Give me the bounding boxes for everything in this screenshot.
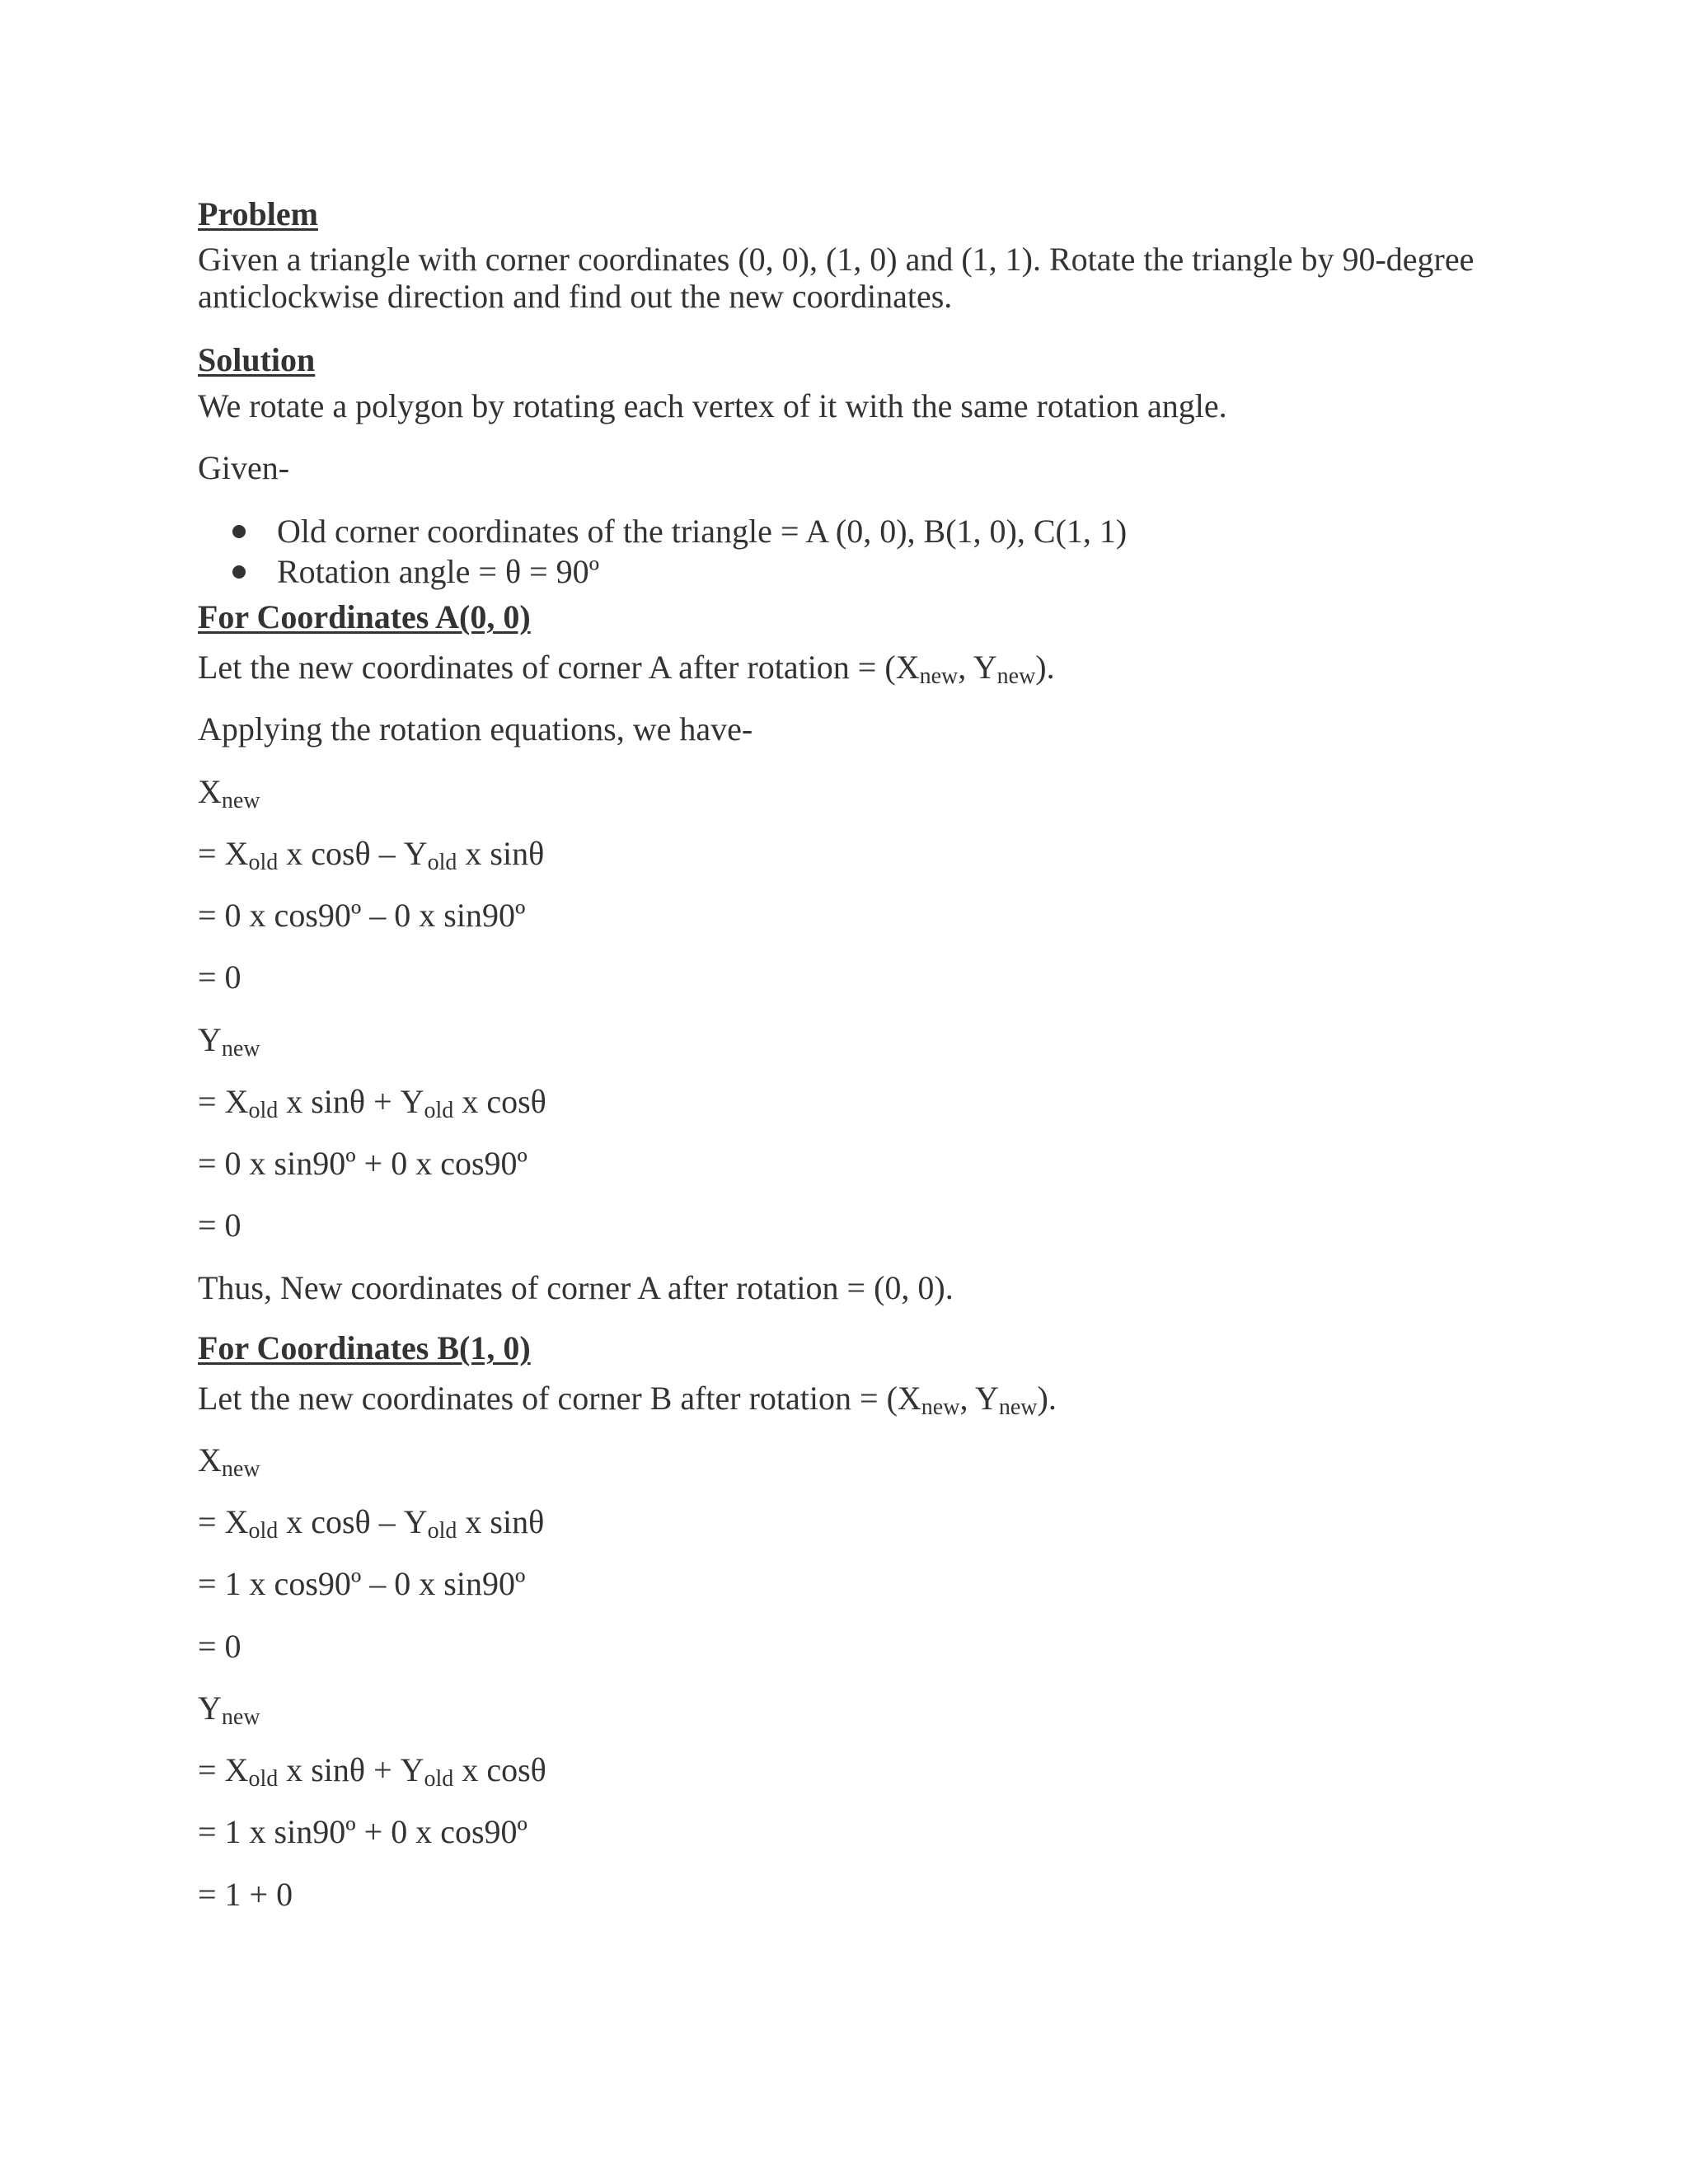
section-b-y-formula: = $X_{old}$ x $\sin\theta + Y_{old}$ x cosθ — [198, 1751, 546, 1792]
solution-intro: We rotate a polygon by rotating each vertex of it with the same rotation angle. — [198, 387, 1227, 424]
section-a-x-result: = 0 — [198, 958, 241, 996]
section-a-heading: For Coordinates A(0, 0) — [198, 598, 531, 635]
given-label: Given- — [198, 449, 290, 486]
problem-text-line-2: anticlockwise direction and find out the new coordinates. — [198, 278, 953, 315]
section-a-x-formula: = $X_{old}$ x cosθ – $Y_{old}$ x sinθ — [198, 835, 545, 875]
bullet-dot-1 — [232, 525, 246, 538]
bullet-dot-2 — [232, 565, 246, 579]
section-a-y-result: = 0 — [198, 1207, 241, 1244]
section-b-x-substitution: = 1 x cos90º – 0 x sin90º — [198, 1565, 526, 1602]
section-b-x-new-label: $X_{new}$ — [198, 1441, 260, 1482]
section-a-y-new-label: $Y_{new}$ — [198, 1021, 260, 1062]
given-bullet-1: Old corner coordinates of the triangle = A (0, 0), B(1, 0), C(1, 1) — [277, 513, 1128, 550]
problem-text-line-1: Given a triangle with corner coordinates (0, 0), (1, 0) and (1, 1). Rotate the triangle by 90-degree — [198, 241, 1475, 278]
section-b-y-new-label: $Y_{new}$ — [198, 1690, 260, 1730]
section-b-x-result: = 0 — [198, 1628, 241, 1665]
section-a-y-substitution: = 0 x sin90º + 0 x cos90º — [198, 1145, 528, 1182]
section-b-let-line: Let the new coordinates of corner B after rotation = ($X_{new}$, $Y_{new}$). — [198, 1380, 1057, 1420]
section-a-x-new-label: $X_{new}$ — [198, 773, 260, 813]
solution-heading: Solution — [198, 341, 316, 378]
section-a-applying: Applying the rotation equations, we have- — [198, 710, 753, 748]
section-b-heading: For Coordinates B(1, 0) — [198, 1329, 531, 1366]
problem-heading: Problem — [198, 195, 318, 232]
section-a-conclusion: Thus, New coordinates of corner A after rotation = (0, 0). — [198, 1269, 954, 1306]
section-b-y-substitution: = 1 x sin90º + 0 x cos90º — [198, 1813, 528, 1850]
section-a-let-line: Let the new coordinates of corner A after rotation = ($X_{new}$, $Y_{new}$). — [198, 649, 1055, 689]
section-b-x-formula: = $X_{old}$ x cosθ – $Y_{old}$ x sinθ — [198, 1503, 545, 1544]
section-a-x-substitution: = 0 x cos90º – 0 x sin90º — [198, 897, 526, 934]
section-a-y-formula: = $X_{old}$ x $\sin\theta + Y_{old}$ x cosθ — [198, 1083, 546, 1123]
section-b-y-result: = 1 + 0 — [198, 1876, 293, 1913]
given-bullet-2: Rotation angle = θ = 90º — [277, 553, 600, 590]
